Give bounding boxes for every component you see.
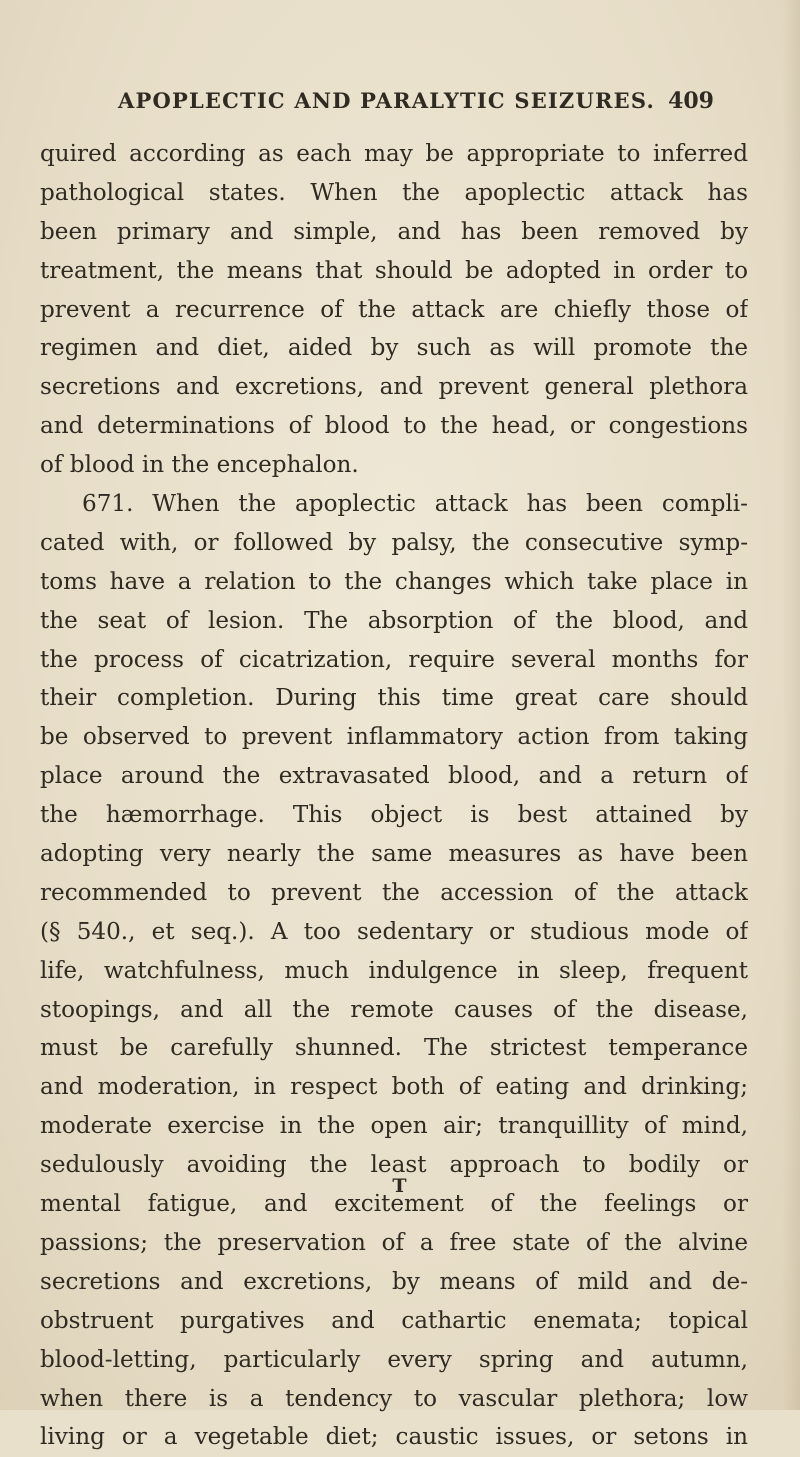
text-line: adopting very nearly the same measures as have been xyxy=(40,841,748,868)
text-line: mental fatigue, and excitement of the feelings or xyxy=(40,1191,748,1218)
text-line: sedulously avoiding the least approach to bodily or xyxy=(40,1152,748,1179)
text-line: of blood in the encephalon. xyxy=(40,452,359,479)
text-line: and moderation, in respect both of eating and drinking; xyxy=(40,1074,748,1101)
running-head: APOPLECTIC AND PARALYTIC SEIZURES. xyxy=(118,88,655,113)
text-line: secretions and excretions, by means of mild and de- xyxy=(40,1268,748,1295)
text-line: stoopings, and all the remote causes of the disease, xyxy=(40,996,748,1023)
paragraph-start-line: 671. When the apoplectic attack has been compli- xyxy=(82,491,748,518)
text-line: quired according as each may be appropriate to inferred xyxy=(40,141,748,167)
signature-mark: T xyxy=(392,1175,408,1197)
text-line: life, watchfulness, much indulgence in sleep, frequent xyxy=(40,957,748,984)
page-header xyxy=(118,88,714,124)
text-line: living or a vegetable diet; caustic issues, or setons in xyxy=(40,1424,748,1451)
text-line: moderate exercise in the open air; tranquillity of mind, xyxy=(40,1113,748,1140)
text-line: blood-letting, particularly every spring and autumn, xyxy=(40,1346,748,1373)
text-line: regimen and diet, aided by such as will promote the xyxy=(40,335,748,362)
text-line: the process of cicatrization, require several months for xyxy=(40,646,748,673)
text-line: the seat of lesion. The absorption of the blood, and xyxy=(40,607,748,634)
body-text xyxy=(40,135,748,1457)
text-line: when there is a tendency to vascular plethora; low xyxy=(40,1385,748,1412)
text-line: recommended to prevent the accession of the attack xyxy=(40,879,748,906)
text-line: cated with, or followed by palsy, the consecutive symp- xyxy=(40,529,748,556)
text-line: and determinations of blood to the head, or congestions xyxy=(40,413,748,440)
text-line: obstruent purgatives and cathartic enemata; topical xyxy=(40,1307,748,1334)
text-line: be observed to prevent inflammatory action from taking xyxy=(40,724,748,751)
page-number: 409 xyxy=(668,88,714,114)
page-edge-shadow xyxy=(782,0,800,1410)
text-line: been primary and simple, and has been removed by xyxy=(40,218,748,245)
text-line: toms have a relation to the changes which take place in xyxy=(40,568,748,595)
text-line: treatment, the means that should be adopted in order to xyxy=(40,257,748,284)
text-line: their completion. During this time great care should xyxy=(40,685,748,712)
text-line: passions; the preservation of a free state of the alvine xyxy=(40,1229,748,1256)
text-line: must be carefully shunned. The strictest temperance xyxy=(40,1035,748,1062)
text-line: place around the extravasated blood, and a return of xyxy=(40,763,748,790)
text-line: (§ 540., et seq.). A too sedentary or studious mode of xyxy=(40,918,748,945)
text-line: prevent a recurrence of the attack are chiefly those of xyxy=(40,296,748,323)
text-line: secretions and excretions, and prevent general plethora xyxy=(40,374,748,401)
text-line: pathological states. When the apoplectic attack has xyxy=(40,179,748,206)
text-line: the hæmorrhage. This object is best attained by xyxy=(40,802,748,829)
